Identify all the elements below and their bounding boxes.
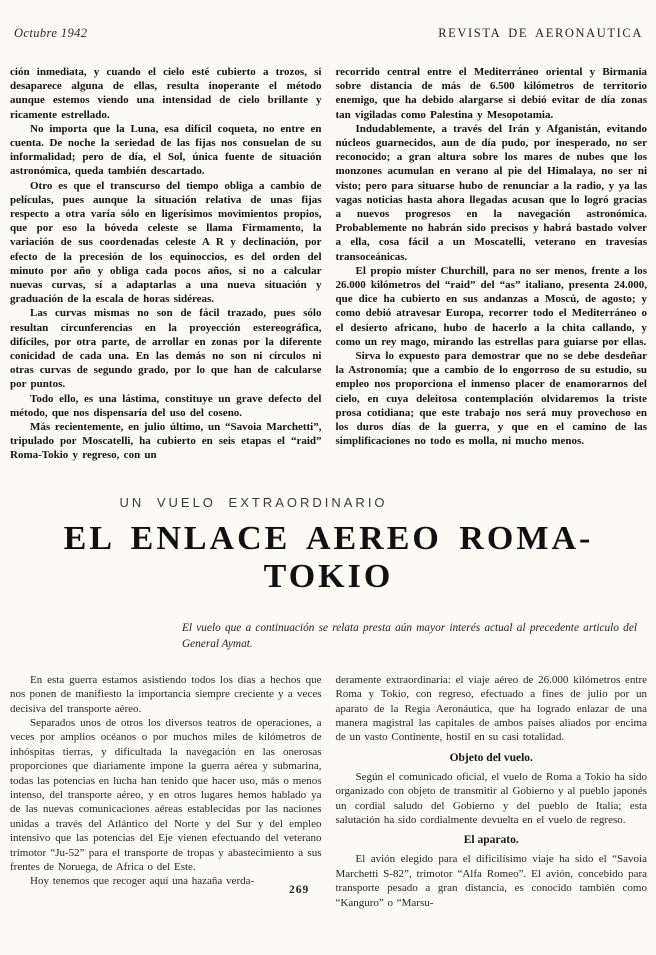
paragraph: Separados unos de otros los diversos teatros de operaciones, a veces por amplios océanos o por muchos miles de kilómetros de inhóspitas tierras, y dificultada la navegación en las onerosas proporciones que diariamente impone la guerra aérea y submarina, todas las potencias en lucha han tenido que hacer uso, más o menos intenso, del transporte aéreo, y en otros lugares hemos hablado ya de las nuevas comunicaciones aéreas establecidas por las naciones unidas a través del Atlántico del Norte y del Sur y del empleo intensivo que las potencias del Eje vienen efectuando del veterano trimotor “Ju-52” para el transporte de tropas y abastecimiento a sus frentes de Noruega, de Africa o del Este. [10,716,322,873]
paragraph: El avión elegido para el dificilísimo viaje ha sido el “Savoia Marchetti S-82”, trimotor “Alfa Romeo”. El avión, concebido para transporte pesado a gran distancia, es conocido también como “Kanguro” o “Marsu- [335,853,647,909]
paragraph: Según el comunicado oficial, el vuelo de Roma a Tokio ha sido organizado con objeto de transmitir al Gobierno y al pueblo japonés un cordial saludo del Gobierno y del pueblo de Italia; esta salutación ha sido cordialmente devuelta en el vuelo de regreso. [335,770,647,826]
page-header [14,26,643,41]
article-kicker: UN VUELO EXTRAORDINARIO [119,494,388,510]
issue-date: Octubre 1942 [14,26,88,40]
paragraph: En esta guerra estamos asistiendo todos los días a hechos que nos ponen de manifiesto la importancia siempre creciente y a veces decisiva del transporte aéreo. [10,673,322,715]
paragraph: Más recientemente, en julio último, un “Savoia Marchetti”, tripulado por Moscatelli, ha cubierto en seis etapas el “raid” Roma-Tokio y regreso, con un [10,421,322,462]
paragraph: No importa que la Luna, esa difícil coqueta, no entre en cuenta. De noche la seriedad de las fijas nos consuelan de su informalidad; pero de día, el Sol, única fuente de situación astronómica, queda también descartado. [10,122,322,178]
paragraph: Las curvas mismas no son de fácil trazado, pues sólo resultan circunferencias en la proyección estereográfica, difíciles, por otra parte, de arrollar en zonas por la diferente conicidad de cada una. En las demás no son ni círculos ni otras curvas de segundo grado, por lo que han de calcularse por puntos. [10,307,322,391]
paragraph: Sirva lo expuesto para demostrar que no se debe desdeñar la Astronomía; que a cambio de lo engorroso de su estudio, su empleo nos proporciona el inmenso placer de enamorarnos del cielo, en cuya deleitosa contemplación olvidaremos la triste prosa cotidiana; que este trabajo nos será muy provechoso en los duros días de la guerra, y que en el camino de las simplificaciones no todo es molla, ni mucho menos. [335,350,647,448]
article-lede: El vuelo que a continuación se relata presta aún mayor interés actual al precedente articulo del General Aymat. [182,621,637,651]
article-headline: EL ENLACE AEREO ROMA-TOKIO [63,519,594,595]
paragraph: Hoy tenemos que recoger aquí una hazaña verda- [30,875,255,888]
subheading-objeto-del-vuelo: Objeto del vuelo. [449,751,533,764]
paragraph: El propio míster Churchill, para no ser menos, frente a los 26.000 kilómetros del “raid” del “as” italiano, presenta 24.000, que dice ha cubierto en sus andanzas a Moscú, de agosto; y como debió atravesar Europa, recorrer todo el Mediterráneo o el desierto africano, hubo de hacerlo a la chita callando, y como un rey mago, mirando las estrellas para guiarse por ellas. [335,264,647,348]
main-article [10,673,647,910]
paragraph: deramente extraordinaria: el viaje aéreo de 26.000 kilómetros entre Roma y Tokio, con regreso, efectuado a fines de julio por un aparato de la Regia Aeronáutica, que ha logrado enlazar de una manera magistral las capitales de ambos países aliados por encima de un vasto Continente, hostil en su casi totalidad. [335,673,647,744]
paragraph: Todo ello, es una lástima, constituye un grave defecto del método, que nos dispensaría del uso del coseno. [10,392,322,419]
top-article-right-column [336,65,648,463]
top-article-left-column [10,65,322,463]
paragraph: recorrido central entre el Mediterráneo oriental y Birmania sobre distancia de más de 6.500 kilómetros de territorio enemigo, que ha debido alargarse si debió evitar de día zonas tan vigiladas como Palestina y Mesopotamia. [335,66,647,121]
subheading-el-aparato: El aparato. [463,834,519,847]
journal-title: REVISTA DE AERONAUTICA [438,26,643,40]
top-article [10,65,647,463]
main-article-right-column [336,673,648,910]
page-number: 269 [289,884,310,896]
paragraph: ción inmediata, y cuando el cielo esté cubierto a trozos, si desaparece alguna de ellas, resulta inoperante el método aunque estemos viendo una intensidad de cielo brillante y ricamente estrellado. [10,66,322,121]
paragraph: Indudablemente, a través del Irán y Afganistán, evitando núcleos guarnecidos, aun de día pudo, por inesperado, no ser reconocido; a gran altura sobre los mares de nubes que los monzones acumulan en verano al pie del Himalaya, no ser ni visto; pero para situarse hubo de renunciar a la radio, y ya las vagas noticias hasta ahora llegadas acusan que lo logró gracias a nuevos progresos en la navegación astronómica. Probablemente no habrán sido precisos y habrá bastado volver a ella, cosa fácil a un Moscatelli, veterano en travesías transoceánicas. [335,122,647,263]
paragraph: Otro es que el transcurso del tiempo obliga a cambio de películas, pues aunque la situación relativa de unas fijas respecto a otra varía sólo en ligerísimos movimientos propios, que por eso la bóveda celeste se llama Firmamento, la variación de sus coordenadas celeste A R y declinación, por efecto de la precesión de los equinoccios, es del orden del minuto por año y obliga cada pocos años, si no a calcular nuevas curvas, sí a adaptarlas a una nueva situación y graduación de la escala de horas sidéreas. [10,179,322,306]
main-article-left-column [10,673,322,910]
